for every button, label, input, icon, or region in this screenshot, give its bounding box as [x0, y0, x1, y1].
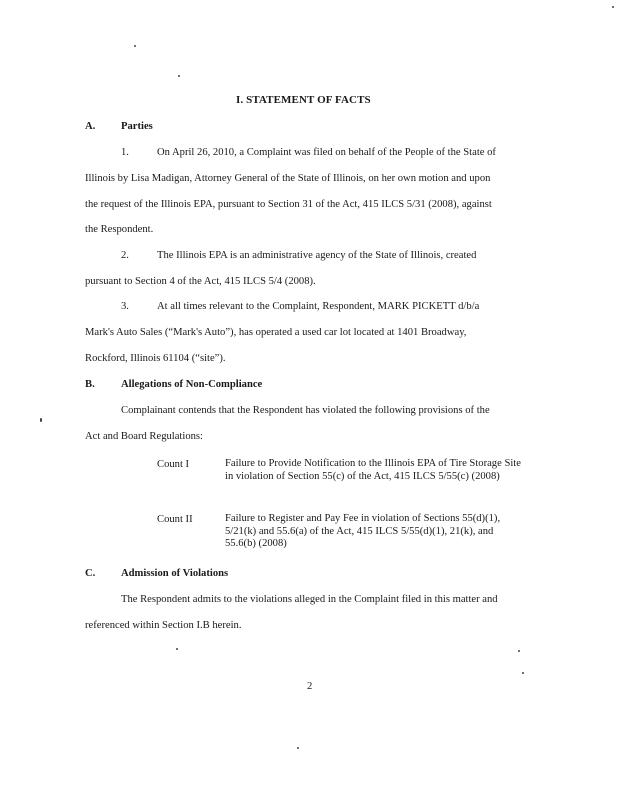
para-b-line-2: Act and Board Regulations:: [85, 431, 203, 442]
para-3-number: 3.: [121, 301, 129, 312]
scan-speck: [297, 747, 299, 749]
count-1-description: Failure to Provide Notification to the Illinois EPA of Tire Storage Site in violation of Section 55(c) of the Act, 415 ILCS 5/55(c) (2008): [225, 458, 521, 482]
para-1-line-2: Illinois by Lisa Madigan, Attorney General of the State of Illinois, on her own motion and upon: [85, 173, 491, 184]
count-1-label: Count I: [157, 459, 190, 470]
para-1-number: 1.: [121, 147, 129, 158]
section-b-heading: Allegations of Non-Compliance: [121, 379, 263, 390]
count-2-label: Count II: [157, 514, 193, 525]
page-title: I. STATEMENT OF FACTS: [236, 94, 371, 106]
para-1-line-3: the request of the Illinois EPA, pursuant to Section 31 of the Act, 415 ILCS 5/31 (2008), against: [85, 199, 492, 210]
scan-speck: [178, 75, 180, 77]
section-a-letter: A.: [85, 121, 96, 132]
scan-speck: [40, 418, 42, 422]
para-c-line-1: The Respondent admits to the violations alleged in the Complaint filed in this matter and: [121, 594, 498, 605]
scan-speck: [522, 672, 524, 674]
para-2-number: 2.: [121, 250, 129, 261]
section-b-letter: B.: [85, 379, 95, 390]
count-2-description: Failure to Register and Pay Fee in violation of Sections 55(d)(1), 5/21(k) and 55.6(a) of the Act, 415 ILCS 5/55(d)(1), 21(k), and 55.6(b) (2008): [225, 513, 501, 549]
para-c-line-2: referenced within Section I.B herein.: [85, 620, 242, 631]
para-3-line-3: Rockford, Illinois 61104 (“site”).: [85, 353, 226, 364]
scan-speck: [612, 6, 614, 8]
para-3-line-1: At all times relevant to the Complaint, Respondent, MARK PICKETT d/b/a: [157, 301, 480, 312]
section-c-heading: Admission of Violations: [121, 568, 229, 579]
page-number: 2: [307, 681, 313, 692]
scan-speck: [518, 650, 520, 652]
para-3-line-2: Mark's Auto Sales (“Mark's Auto”), has operated a used car lot located at 1401 Broadway,: [85, 327, 467, 338]
section-a-heading: Parties: [121, 121, 153, 132]
scan-speck: [176, 648, 178, 650]
para-1-line-4: the Respondent.: [85, 224, 154, 235]
para-b-line-1: Complainant contends that the Respondent has violated the following provisions of the: [121, 405, 490, 416]
para-2-line-2: pursuant to Section 4 of the Act, 415 ILCS 5/4 (2008).: [85, 276, 316, 287]
para-2-line-1: The Illinois EPA is an administrative agency of the State of Illinois, created: [157, 250, 477, 261]
scan-speck: [134, 45, 136, 47]
para-1-line-1: On April 26, 2010, a Complaint was filed on behalf of the People of the State of: [157, 147, 496, 158]
section-c-letter: C.: [85, 568, 96, 579]
